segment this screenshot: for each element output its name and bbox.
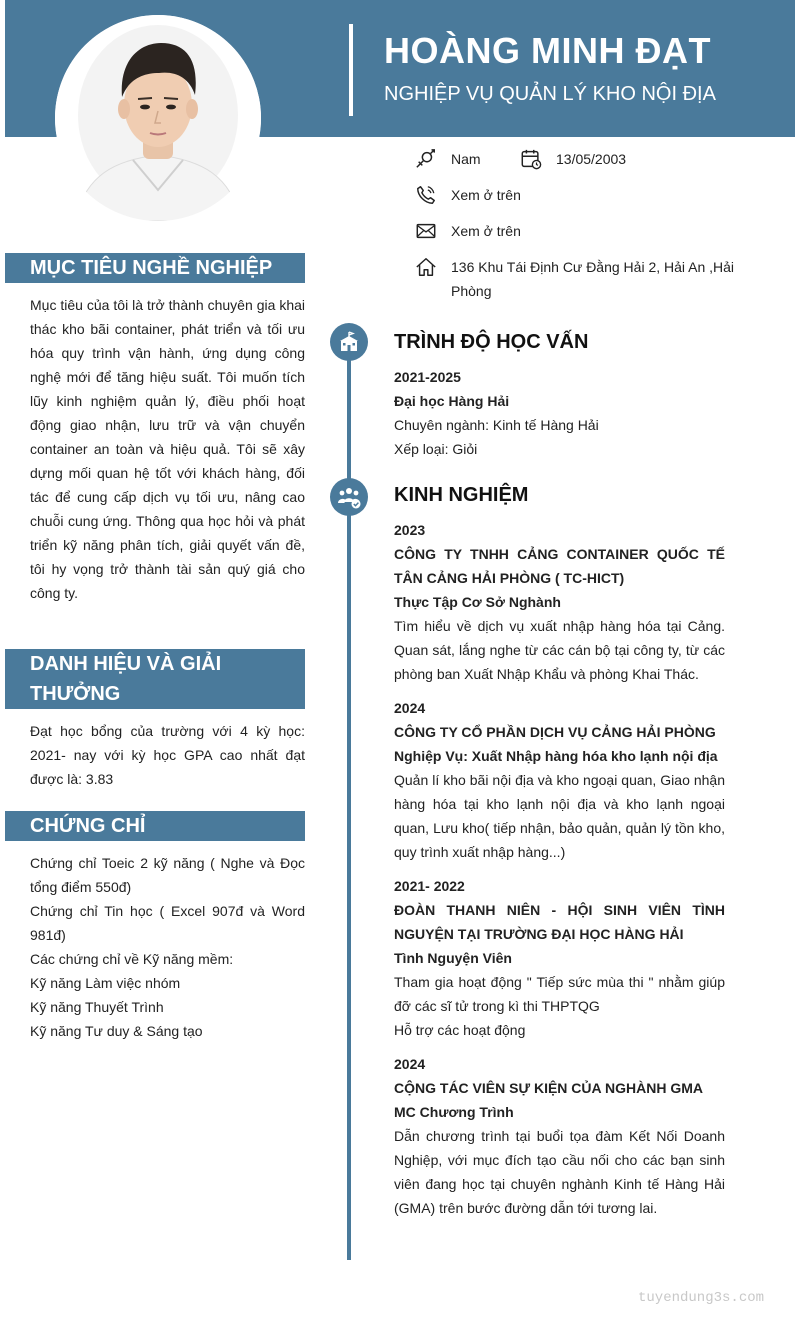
- gender-icon: [415, 148, 437, 170]
- experience-year: 2024: [394, 700, 426, 716]
- portrait-illustration: [55, 15, 261, 221]
- email-value: Xem ở trên: [451, 223, 521, 239]
- experience-role: MC Chương Trình: [394, 1104, 514, 1120]
- experience-year: 2024: [394, 1056, 426, 1072]
- birthdate-value: 13/05/2003: [556, 151, 627, 167]
- home-icon: [415, 256, 437, 278]
- email-row: [415, 219, 521, 243]
- experience-marker: [330, 478, 368, 516]
- birthdate-row: [520, 147, 626, 171]
- certificate-item: Chứng chỉ Tin học ( Excel 907đ và Word 981đ): [30, 903, 305, 943]
- envelope-icon: [415, 220, 437, 242]
- job-title: NGHIỆP VỤ QUẢN LÝ KHO NỘI ĐỊA: [384, 83, 716, 105]
- header-divider: [349, 24, 353, 116]
- education-heading: TRÌNH ĐỘ HỌC VẤN: [394, 331, 589, 353]
- education-school: Đại học Hàng Hải: [394, 393, 510, 409]
- experience-entry: [394, 874, 725, 1042]
- address-line-1: 136 Khu Tái Định Cư Đằng Hải 2, Hải An ,Hải: [451, 259, 735, 275]
- certificate-item: Kỹ năng Tư duy & Sáng tạo: [30, 1023, 203, 1039]
- phone-value: Xem ở trên: [451, 187, 521, 203]
- school-icon: [337, 330, 361, 354]
- awards-heading-line-2: THƯỞNG: [30, 683, 121, 705]
- team-icon: [336, 484, 362, 510]
- certificate-item: Chứng chỉ Toeic 2 kỹ năng ( Nghe và Đọc tổng điểm 550đ): [30, 855, 305, 895]
- experience-description: Quản lí kho bãi nội địa và kho ngoại quan, Giao nhận hàng hóa tại kho lạnh nội địa và kho lạnh ngoại quan, Lưu kho( tiếp nhận, bảo quản, quản lý tồn kho, quy trình xuất nhập hàng...): [394, 772, 725, 860]
- awards-heading-line-1: DANH HIỆU VÀ GIẢI: [30, 653, 222, 675]
- objective-text: Mục tiêu của tôi là trở thành chuyên gia khai thác kho bãi container, phát triển và tối ưu hóa quy trình vận hành, ứng dụng công nghệ mới để tăng hiệu suất. Tôi muốn tích lũy kinh nghiệm quản lý, điều phối hoạt động giao nhận, lưu trữ và vận chuyển container an toàn và hiệu quả. Tôi sẽ xây dựng mối quan hệ tốt với khách hàng, đối tác để cung cấp dịch vụ tối ưu, nâng cao chuỗi cung ứng. Thông qua học hỏi và phát triển kỹ năng phân tích, giải quyết vấn đề, tôi hy vọng trở thành tài sản quý giá cho công ty.: [30, 297, 305, 601]
- experience-company: CÔNG TY CỔ PHẦN DỊCH VỤ CẢNG HẢI PHÒNG: [394, 724, 716, 740]
- gender-row: [415, 147, 481, 171]
- address-value: [451, 255, 734, 303]
- calendar-icon: [520, 148, 542, 170]
- education-rank: Xếp loại: Giỏi: [394, 441, 478, 457]
- candidate-name: HOÀNG MINH ĐẠT: [384, 30, 711, 71]
- profile-photo: [55, 15, 261, 221]
- gender-value: Nam: [451, 151, 481, 167]
- objective-heading: MỤC TIÊU NGHỀ NGHIỆP: [5, 253, 305, 283]
- certificate-item: Kỹ năng Làm việc nhóm: [30, 975, 181, 991]
- certificate-item: Các chứng chỉ về Kỹ năng mềm:: [30, 951, 234, 967]
- experience-description-extra: Hỗ trợ các hoạt động: [394, 1022, 526, 1038]
- address-row: [415, 255, 755, 303]
- education-years: 2021-2025: [394, 369, 461, 385]
- experience-entry: [394, 518, 725, 686]
- experience-company: CÔNG TY TNHH CẢNG CONTAINER QUỐC TẾ TÂN CẢNG HẢI PHÒNG ( TC-HICT): [394, 546, 725, 586]
- education-major: Chuyên ngành: Kinh tế Hàng Hải: [394, 417, 599, 433]
- experience-entry: [394, 696, 725, 864]
- certificates-heading: CHỨNG CHỈ: [5, 811, 305, 841]
- certificates-list: [30, 851, 305, 1043]
- phone-icon: [415, 184, 437, 206]
- experience-description: Tham gia hoạt động " Tiếp sức mùa thi " nhằm giúp đỡ các sĩ tử trong kì thi THPTQG: [394, 974, 725, 1014]
- experience-description: Tìm hiểu về dịch vụ xuất nhập hàng hóa tại Cảng. Quan sát, lắng nghe từ các cán bộ tại công ty, từ các phòng ban Xuất Nhập Khẩu và phòng Khai Thác.: [394, 618, 725, 682]
- experience-year: 2021- 2022: [394, 878, 465, 894]
- experience-heading: KINH NGHIỆM: [394, 484, 529, 506]
- experience-role: Tình Nguyện Viên: [394, 950, 512, 966]
- awards-heading: [5, 649, 305, 709]
- experience-description: Dẫn chương trình tại buổi tọa đàm Kết Nối Doanh Nghiệp, với mục đích tạo cầu nối cho các bạn sinh viên đang học tại chuyên nghành Kinh tế Hàng Hải (GMA) trên bước đường dẫn tới tương lai.: [394, 1128, 725, 1216]
- experience-year: 2023: [394, 522, 426, 538]
- certificate-item: Kỹ năng Thuyết Trình: [30, 999, 164, 1015]
- experience-company: ĐOÀN THANH NIÊN - HỘI SINH VIÊN TÌNH NGUYỆN TẠI TRƯỜNG ĐẠI HỌC HÀNG HẢI: [394, 902, 725, 942]
- education-marker: [330, 323, 368, 361]
- phone-row: [415, 183, 521, 207]
- watermark: tuyendung3s.com: [638, 1290, 765, 1306]
- experience-role: Nghiệp Vụ: Xuất Nhập hàng hóa kho lạnh nội địa: [394, 748, 718, 764]
- experience-role: Thực Tập Cơ Sở Nghành: [394, 594, 561, 610]
- education-entry: [394, 365, 725, 461]
- experience-company: CỘNG TÁC VIÊN SỰ KIỆN CỦA NGHÀNH GMA: [394, 1080, 703, 1096]
- awards-text: Đạt học bổng của trường với 4 kỳ học: 2021- nay với kỳ học GPA cao nhất đạt được là: 3.83: [30, 723, 305, 787]
- experience-entry: [394, 1052, 725, 1220]
- address-line-2: Phòng: [451, 283, 492, 299]
